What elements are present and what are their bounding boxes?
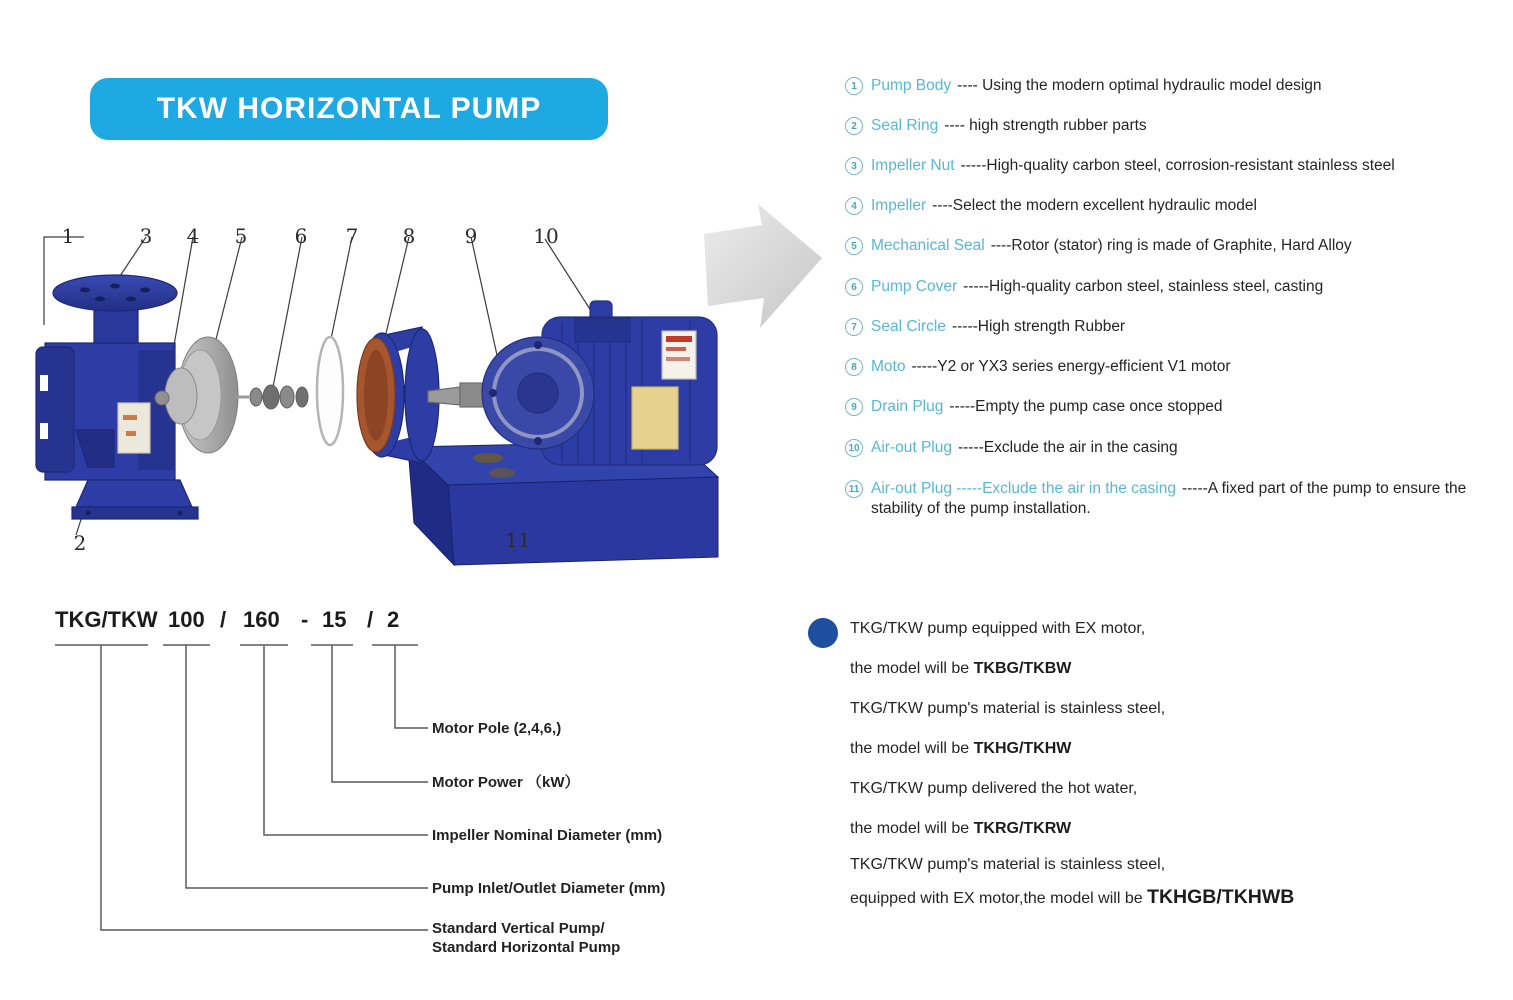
part-desc: -----High-quality carbon steel, corrosion-resistant stainless steel: [960, 157, 1395, 174]
label-standard-2: Standard Horizontal Pump: [432, 939, 621, 956]
callout-11: 11: [505, 528, 531, 552]
label-motor-pole: Motor Pole (2,4,6,): [432, 720, 562, 737]
part-desc: -----Exclude the air in the casing: [957, 439, 1178, 456]
motor-yellow-label: [632, 387, 678, 449]
callout-5: 5: [234, 224, 248, 248]
part-desc: ---- Using the modern optimal hydraulic model design: [957, 77, 1322, 94]
part-label: Moto: [871, 358, 906, 375]
model-variants: [805, 612, 1510, 932]
part-desc: -----High-quality carbon steel, stainless steel, casting: [963, 278, 1324, 295]
variant-line-8: equipped with EX motor,the model will be TKHGB/TKHWB: [850, 886, 1295, 908]
page-title: TKW HORIZONTAL PUMP: [156, 92, 542, 125]
callout-4: 4: [186, 224, 200, 248]
pump-cover-illustration: [357, 327, 439, 463]
callout-1: 1: [61, 224, 75, 248]
part-number-badge: 5: [845, 237, 863, 255]
code-power: 15: [322, 607, 347, 632]
part-label: Pump Cover: [871, 278, 958, 295]
part-desc: ---- high strength rubber parts: [944, 117, 1147, 134]
variant-line-6: the model will be TKRG/TKRW: [850, 820, 1072, 837]
callout-6: 6: [294, 224, 308, 248]
part-number-badge: 8: [845, 358, 863, 376]
part-label: Seal Circle: [871, 318, 946, 335]
impeller-nut-illustration: [155, 391, 169, 405]
part-number-badge: 3: [845, 157, 863, 175]
callout-2: 2: [73, 531, 87, 555]
part-number-badge: 2: [845, 117, 863, 135]
part-label: Drain Plug: [871, 398, 944, 415]
motor-illustration: [428, 301, 717, 465]
model-code-connector-lines: [55, 645, 428, 930]
variant-line-1: TKG/TKW pump equipped with EX motor,: [850, 620, 1146, 637]
callout-7: 7: [345, 224, 359, 248]
part-number-badge: 7: [845, 318, 863, 336]
part-number-badge: 1: [845, 77, 863, 95]
part-number-badge: 10: [845, 439, 863, 457]
parts-list-item-8: [845, 357, 1231, 377]
parts-list-item-10: [845, 438, 1178, 458]
mechanical-seal-illustration: [235, 385, 308, 409]
arrow-right-icon: [692, 198, 857, 338]
part-label: Pump Body: [871, 77, 952, 94]
variant-line-4: the model will be TKHG/TKHW: [850, 740, 1072, 757]
label-impeller-diameter: Impeller Nominal Diameter (mm): [432, 827, 663, 844]
parts-list-item-6: [845, 277, 1323, 297]
part-label: Impeller: [871, 197, 927, 214]
part-label: Air-out Plug: [871, 439, 952, 456]
motor-red-label: [662, 331, 696, 379]
part-label: Seal Ring: [871, 117, 939, 134]
code-dash: -: [301, 607, 309, 632]
part-desc: -----Empty the pump case once stopped: [949, 398, 1223, 415]
part-desc: -----High strength Rubber: [951, 318, 1126, 335]
callout-3: 3: [139, 224, 153, 248]
part-label: Air-out Plug -----Exclude the air in the casing: [871, 480, 1176, 497]
part-desc: ----Rotor (stator) ring is made of Graphite, Hard Alloy: [990, 237, 1352, 254]
part-desc: -----Y2 or YX3 series energy-efficient V1 motor: [911, 358, 1231, 375]
parts-list-item-5: [845, 236, 1352, 256]
callout-10: 10: [533, 224, 559, 248]
part-number-badge: 11: [845, 480, 863, 498]
parts-list-item-3: [845, 156, 1395, 176]
code-pole: 2: [387, 607, 400, 632]
variant-line-2: the model will be TKBG/TKBW: [850, 660, 1072, 677]
code-series: TKG/TKW: [55, 607, 158, 632]
part-number-badge: 4: [845, 197, 863, 215]
title-banner: [90, 78, 608, 140]
label-motor-power: Motor Power （kW）: [432, 774, 580, 791]
parts-legend: [845, 72, 1510, 532]
pump-exploded-diagram: [30, 205, 770, 585]
part-number-badge: 9: [845, 398, 863, 416]
label-standard-1: Standard Vertical Pump/: [432, 920, 605, 937]
part-label: Impeller Nut: [871, 157, 955, 174]
part-number-badge: 6: [845, 278, 863, 296]
variant-line-5: TKG/TKW pump delivered the hot water,: [850, 780, 1138, 797]
label-inlet-outlet: Pump Inlet/Outlet Diameter (mm): [432, 880, 666, 897]
code-slash-2: /: [367, 607, 374, 632]
part-label: Mechanical Seal: [871, 237, 985, 254]
bullet-dot-icon: [808, 618, 838, 648]
code-impeller: 160: [243, 607, 280, 632]
code-slash-1: /: [220, 607, 227, 632]
callout-9: 9: [464, 224, 478, 248]
parts-list-item-4: [845, 196, 1257, 216]
part-desc: ----Select the modern excellent hydraulic model: [932, 197, 1257, 214]
callout-8: 8: [402, 224, 416, 248]
parts-list-item-9: [845, 397, 1222, 417]
parts-list-item-2: [845, 116, 1147, 136]
parts-list-item-7: [845, 317, 1125, 337]
variant-line-7: TKG/TKW pump's material is stainless steel,: [850, 856, 1166, 873]
model-code-text: [55, 607, 399, 632]
parts-list-item-1: [845, 76, 1322, 96]
variant-line-3: TKG/TKW pump's material is stainless steel,: [850, 700, 1166, 717]
model-code-labels: [432, 720, 665, 956]
code-inlet: 100: [168, 607, 205, 632]
model-code-diagram: [30, 595, 750, 985]
seal-circle-illustration: [317, 337, 343, 445]
parts-list-item-11: [845, 479, 1471, 519]
part-desc: -----A fixed part of the pump to ensure the stability of the pump installation.: [871, 480, 1467, 517]
